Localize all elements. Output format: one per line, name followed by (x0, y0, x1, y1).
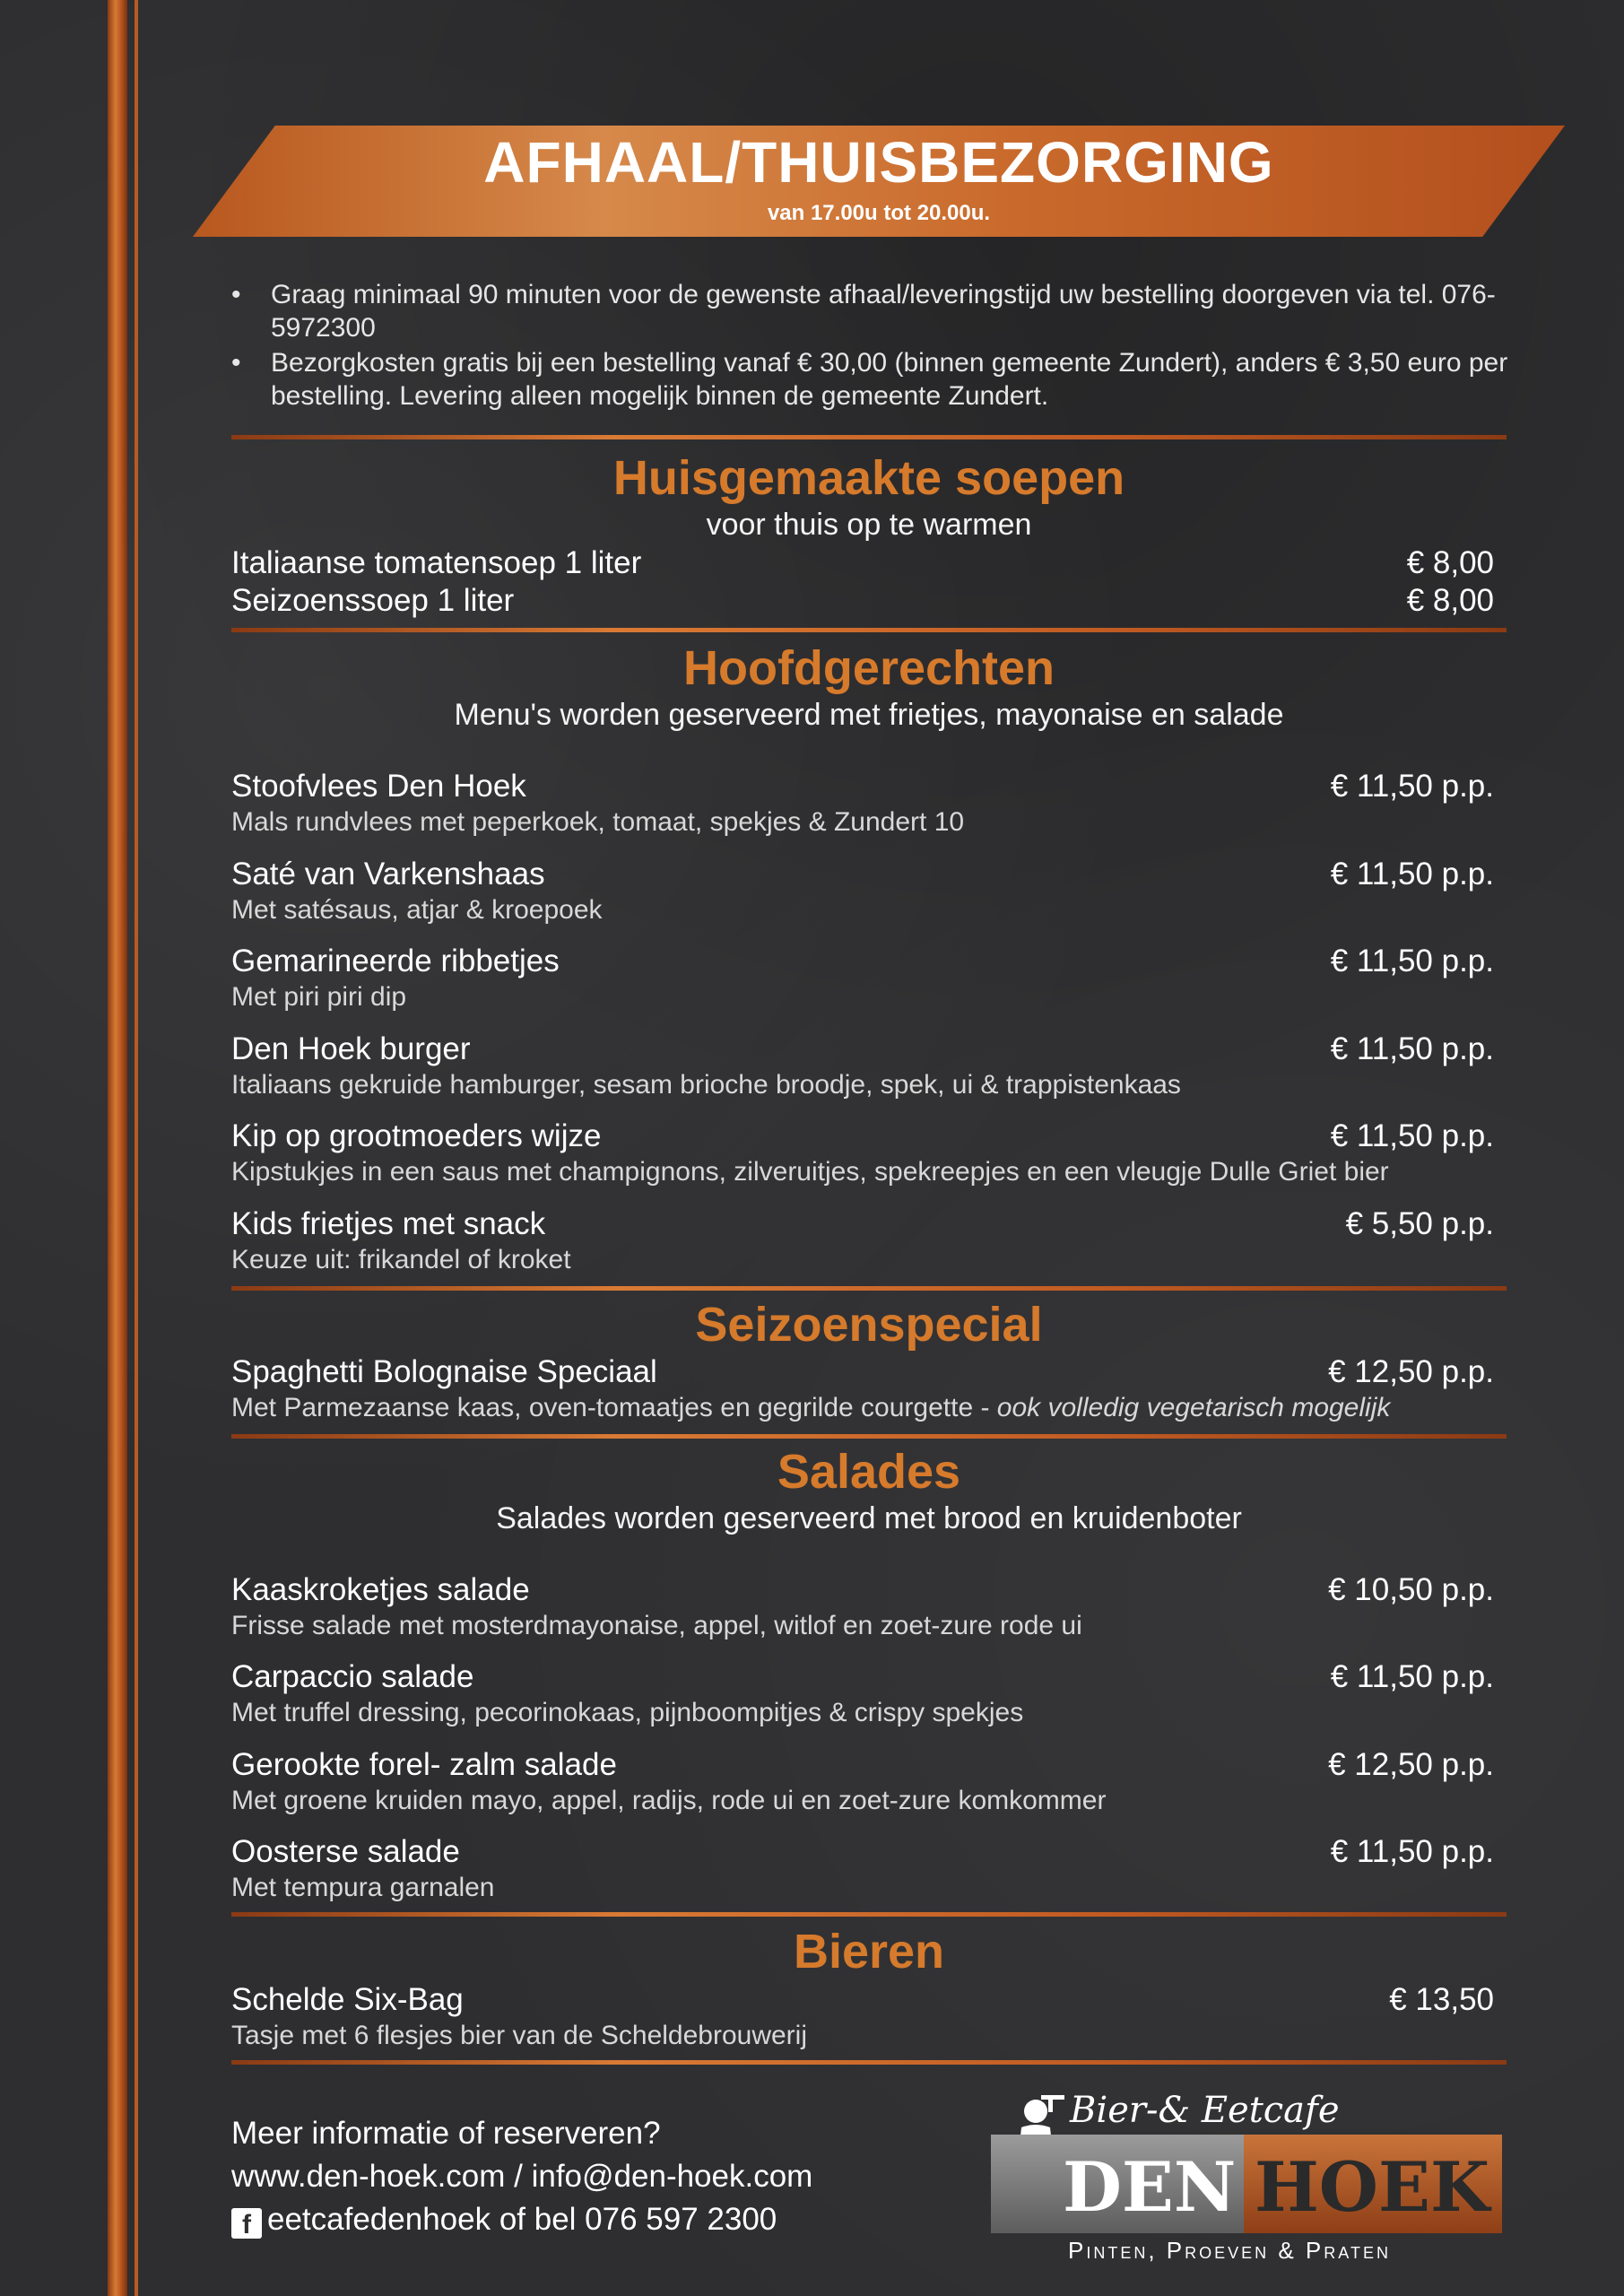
item-price: € 11,50 p.p. (1330, 857, 1494, 891)
menu-item (231, 1747, 1494, 1783)
item-name: Carpaccio salade (231, 1659, 474, 1694)
logo-den-text: DEN (1063, 2147, 1237, 2227)
section-title-salads: Salades (777, 1445, 961, 1499)
info-notes (231, 278, 1514, 414)
divider (231, 1286, 1507, 1291)
section-title-beers: Bieren (793, 1925, 945, 1979)
item-price: € 12,50 p.p. (1328, 1354, 1494, 1389)
item-description-note: ook volledig vegetarisch mogelijk (996, 1393, 1391, 1422)
item-description: Met piri piri dip (231, 982, 407, 1012)
item-description: Met tempura garnalen (231, 1873, 495, 1902)
menu-item (231, 1572, 1494, 1608)
item-name: Den Hoek burger (231, 1031, 471, 1066)
item-description: Frisse salade met mosterdmayonaise, appel, witlof en zoet-zure rode ui (231, 1611, 1082, 1640)
contact-web-email[interactable]: www.den-hoek.com / info@den-hoek.com (231, 2159, 813, 2194)
logo-script-text: Bier-& Eetcafe (1070, 2090, 1340, 2131)
item-name: Gemarineerde ribbetjes (231, 944, 560, 978)
page-subtitle: van 17.00u tot 20.00u. (767, 201, 991, 225)
facebook-icon: f (231, 2208, 262, 2239)
item-description: Italiaans gekruide hamburger, sesam brioche broodje, spek, ui & trappistenkaas (231, 1070, 1181, 1100)
menu-item (231, 1834, 1494, 1870)
item-price: € 11,50 p.p. (1330, 944, 1494, 978)
item-name: Kip op grootmoeders wijze (231, 1118, 602, 1153)
logo-den-block (991, 2135, 1244, 2233)
menu-item (231, 944, 1494, 979)
section-title-soups: Huisgemaakte soepen (612, 451, 1125, 505)
item-name: Saté van Varkenshaas (231, 857, 545, 891)
item-name: Italiaanse tomatensoep 1 liter (231, 545, 642, 580)
item-description: Met truffel dressing, pecorinokaas, pijnboompitjes & crispy spekjes (231, 1698, 1024, 1727)
section-title-special: Seizoenspecial (695, 1298, 1043, 1352)
note-delivery: • Bezorgkosten gratis bij een bestelling vanaf € 30,00 (binnen gemeente Zundert), anders € 3,50 euro per bestelling. Levering alleen mogelijk binnen de gemeente Zundert. (231, 346, 1514, 413)
menu-item (231, 769, 1494, 804)
item-name: Seizoenssoep 1 liter (231, 583, 515, 618)
divider (231, 628, 1507, 632)
den-hoek-logo (991, 2090, 1502, 2264)
menu-item (231, 1206, 1494, 1242)
decorative-stripe-thin (135, 0, 138, 2296)
item-price: € 11,50 p.p. (1330, 1118, 1494, 1153)
note-order: • Graag minimaal 90 minuten voor de gewenste afhaal/leveringstijd uw bestelling doorgeven via tel. 076- 5972300 (231, 278, 1514, 344)
item-description: Keuze uit: frikandel of kroket (231, 1245, 571, 1274)
logo-hoek-block (1244, 2135, 1502, 2233)
menu-item (231, 857, 1494, 892)
menu-item (231, 1118, 1494, 1154)
section-subtitle-mains: Menu's worden geserveerd met frietjes, mayonaise en salade (454, 698, 1284, 732)
contact-facebook-phone[interactable] (231, 2202, 777, 2239)
item-description: Tasje met 6 flesjes bier van de Scheldebrouwerij (231, 2021, 807, 2050)
page-title: AFHAAL/THUISBEZORGING (483, 130, 1274, 195)
item-price: € 5,50 p.p. (1345, 1206, 1494, 1241)
item-description (231, 1393, 1505, 1423)
item-name: Oosterse salade (231, 1834, 460, 1869)
item-name: Schelde Six-Bag (231, 1982, 464, 2017)
item-description-text: Met Parmezaanse kaas, oven-tomaatjes en gegrilde courgette - (231, 1393, 997, 1422)
item-name: Stoofvlees Den Hoek (231, 769, 526, 804)
logo-hoek-text: HOEK (1255, 2147, 1489, 2227)
item-price: € 11,50 p.p. (1330, 1834, 1494, 1869)
divider (231, 1434, 1507, 1439)
item-description: Kipstukjes in een saus met champignons, zilveruitjes, spekreepjes en een vleugje Dulle Griet bier (231, 1157, 1389, 1187)
item-description: Met groene kruiden mayo, appel, radijs, rode ui en zoet-zure komkommer (231, 1786, 1107, 1815)
decorative-stripe (108, 0, 127, 2296)
menu-item (231, 1031, 1494, 1067)
item-price: € 12,50 p.p. (1328, 1747, 1494, 1782)
section-title-mains: Hoofdgerechten (682, 641, 1055, 695)
menu-item (231, 1354, 1494, 1390)
section-subtitle-soups: voor thuis op te warmen (706, 508, 1032, 542)
item-name: Gerookte forel- zalm salade (231, 1747, 617, 1782)
item-description: Mals rundvlees met peperkoek, tomaat, spekjes & Zundert 10 (231, 807, 965, 837)
item-price: € 11,50 p.p. (1330, 1031, 1494, 1066)
item-price: € 10,50 p.p. (1328, 1572, 1494, 1607)
item-price: € 11,50 p.p. (1330, 769, 1494, 804)
item-price: € 13,50 (1389, 1982, 1494, 2017)
contact-facebook-text: eetcafedenhoek of bel 076 597 2300 (267, 2202, 777, 2237)
menu-item (231, 545, 1494, 581)
menu-item (231, 1659, 1494, 1695)
divider (231, 435, 1507, 439)
item-price: € 8,00 (1406, 545, 1494, 580)
contact-heading: Meer informatie of reserveren? (231, 2116, 661, 2151)
menu-item (231, 583, 1494, 619)
divider (231, 2060, 1507, 2065)
item-price: € 11,50 p.p. (1330, 1659, 1494, 1694)
logo-tagline: Pinten, Proeven & Praten (1068, 2237, 1391, 2264)
section-subtitle-salads: Salades worden geserveerd met brood en kruidenboter (496, 1501, 1242, 1535)
item-name: Kids frietjes met snack (231, 1206, 546, 1241)
menu-item (231, 1982, 1494, 2018)
item-price: € 8,00 (1406, 583, 1494, 618)
item-name: Spaghetti Bolognaise Speciaal (231, 1354, 657, 1389)
divider (231, 1912, 1507, 1917)
item-name: Kaaskroketjes salade (231, 1572, 530, 1607)
item-description: Met satésaus, atjar & kroepoek (231, 895, 603, 925)
